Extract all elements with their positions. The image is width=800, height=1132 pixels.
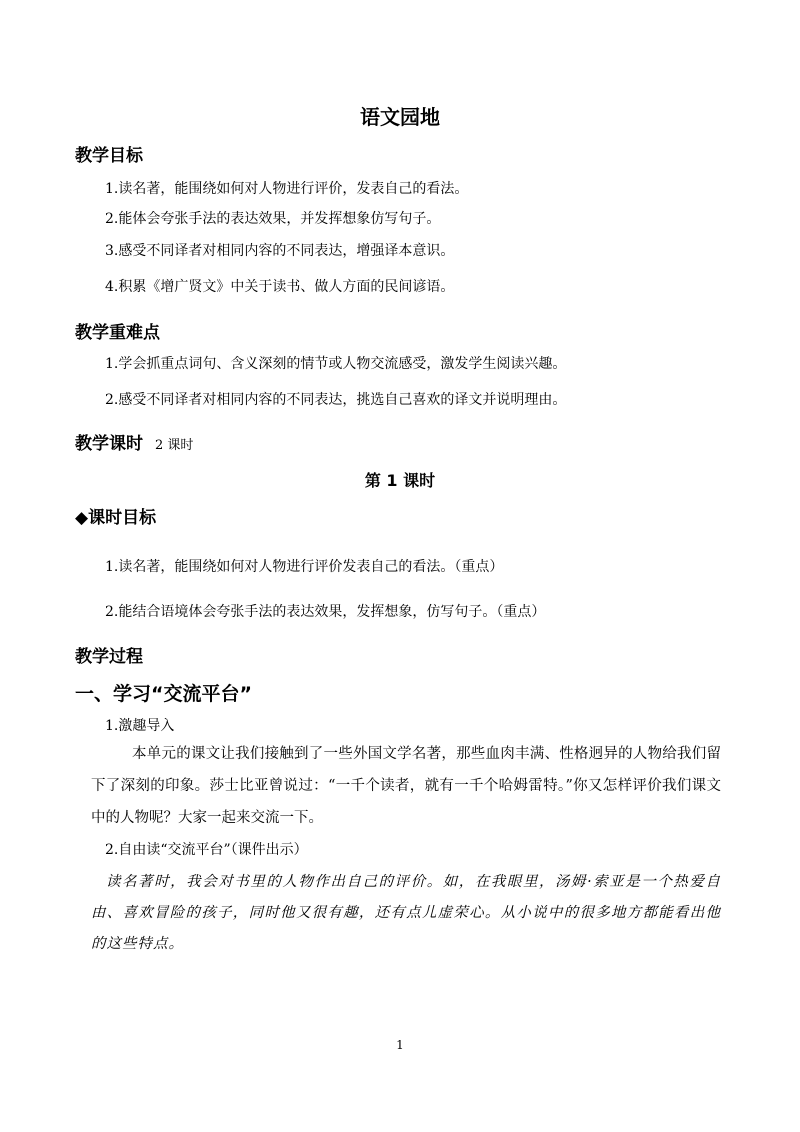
step1-paragraph: 本单元的课文让我们接触到了一些外国文学名著，那些血肉丰满、性格迥异的人物给我们留下了深刻的印象。莎士比亚曾说过：“一千个读者，就有一千个哈姆雷特。”你又怎样评价我们课文中的人物呢？大家一起来交流一下。 — [91, 746, 721, 826]
step2-label: 2.自由读“交流平台”（课件出示） — [105, 842, 308, 858]
page-title: 语文园地 — [360, 105, 440, 129]
lesson-goals-heading: ◆课时目标 — [75, 508, 157, 528]
lesson-goal-item: 1.读名著，能围绕如何对人物进行评价发表自己的看法。（重点） — [105, 559, 504, 575]
key-point-item: 2.感受不同译者对相同内容的不同表达，挑选自己喜欢的译文并说明理由。 — [105, 392, 567, 408]
objectives-heading: 教学目标 — [75, 146, 143, 166]
page-number: 1 — [396, 1038, 404, 1052]
step1-label: 1.激趣导入 — [105, 718, 175, 734]
key-points-heading: 教学重难点 — [75, 323, 160, 343]
objective-item: 3.感受不同译者对相同内容的不同表达，增强译本意识。 — [105, 243, 455, 259]
objective-item: 1.读名著，能围绕如何对人物进行评价，发表自己的看法。 — [105, 181, 469, 197]
process-heading: 教学过程 — [75, 647, 143, 667]
lesson-goal-item: 2.能结合语境体会夸张手法的表达效果，发挥想象，仿写句子。（重点） — [105, 604, 546, 620]
lesson-title: 第 1 课时 — [364, 471, 436, 490]
class-hours — [75, 429, 193, 454]
class-hours-heading: 教学课时 — [75, 434, 143, 454]
objective-item: 4.积累《增广贤文》中关于读书、做人方面的民间谚语。 — [105, 279, 455, 295]
class-hours-value: 2 课时 — [155, 438, 194, 453]
step2-paragraph: 读名著时，我会对书里的人物作出自己的评价。如，在我眼里，汤姆·索亚是一个热爱自由、喜欢冒险的孩子，同时他又很有趣，还有点儿虚荣心。从小说中的很多地方都能看出他的这些特点。 — [91, 874, 721, 952]
section1-heading: 一、学习“交流平台” — [75, 683, 252, 705]
key-point-item: 1.学会抓重点词句、含义深刻的情节或人物交流感受，激发学生阅读兴趣。 — [105, 356, 567, 372]
objective-item: 2.能体会夸张手法的表达效果，并发挥想象仿写句子。 — [105, 211, 441, 227]
